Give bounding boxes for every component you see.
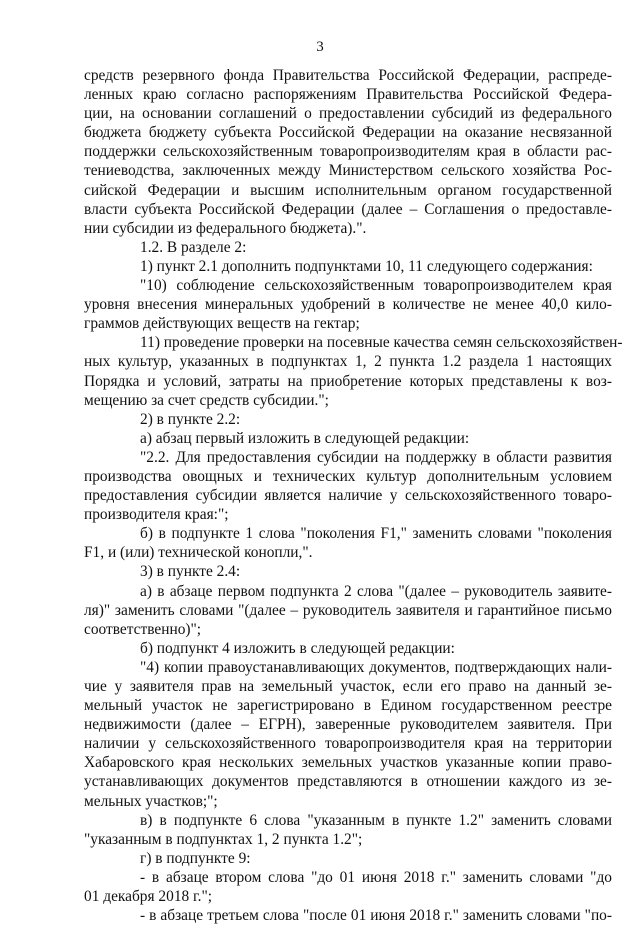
text-line: - в абзаце третьем слова "после 01 июня 2018 г." заменить словами "по- — [140, 907, 612, 925]
text-line: ции, на основании соглашений о предоставлении субсидий из федерального — [84, 105, 612, 123]
text-line: ленных краю согласно распоряжениям Правительства Российской Федера- — [84, 86, 612, 104]
text-line: предоставления субсидии является наличие у сельскохозяйственного товаро- — [84, 487, 612, 505]
text-line: в) в подпункте 6 слова "указанным в пункте 1.2" заменить словами — [140, 811, 612, 829]
text-line: "10) соблюдение сельскохозяйственным товаропроизводителем края — [140, 277, 612, 295]
text-line: мельный участок не зарегистрировано в Едином государственном реестре — [84, 697, 612, 715]
text-line: наличии у сельскохозяйственного товаропроизводителя края на территории — [84, 735, 612, 753]
text-line: уровня внесения минеральных удобрений в количестве не менее 40,0 кило- — [84, 296, 612, 314]
text-line: производителя края:"; — [84, 506, 229, 524]
text-line: F1, и (или) технической конопли,". — [84, 544, 313, 562]
text-line: а) в абзаце первом подпункта 2 слова "(далее – руководитель заявите- — [140, 582, 612, 600]
text-line: - в абзаце втором слова "до 01 июня 2018 г." заменить словами "до — [140, 868, 612, 886]
text-line: недвижимости (далее – ЕГРН), заверенные руководителем заявителя. При — [84, 716, 612, 734]
text-line: 1.2. В разделе 2: — [140, 238, 247, 256]
text-line: ля)" заменить словами "(далее – руководитель заявителя и гарантийное письмо — [84, 601, 612, 619]
text-line: нии субсидии из федерального бюджета).". — [84, 219, 367, 237]
text-line: бюджета бюджету субъекта Российской Федерации на оказание несвязанной — [84, 124, 612, 142]
text-line: тениеводства, заключенных между Министерством сельского хозяйства Рос- — [84, 162, 612, 180]
text-line: мельных участков;"; — [84, 792, 218, 810]
text-line: соответственно)"; — [84, 620, 202, 638]
text-line: сийской Федерации и высшим исполнительным органом государственной — [84, 181, 612, 199]
text-line: б) подпункт 4 изложить в следующей редакции: — [140, 639, 455, 657]
text-line: г) в подпункте 9: — [140, 849, 251, 867]
text-line: граммов действующих веществ на гектар; — [84, 315, 360, 333]
text-line: устанавливающих документов представляются в отношении каждого из зе- — [84, 773, 612, 791]
text-line: "2.2. Для предоставления субсидии на поддержку в области развития — [140, 448, 612, 466]
text-line: а) абзац первый изложить в следующей редакции: — [140, 429, 470, 447]
text-line: ных культур, указанных в подпунктах 1, 2 пункта 1.2 раздела 1 настоящих — [84, 353, 612, 371]
text-line: власти субъекта Российской Федерации (далее – Соглашения о предоставле- — [84, 200, 612, 218]
text-line: "указанным в подпунктах 1, 2 пункта 1.2"; — [84, 830, 363, 848]
text-line: 11) проведение проверки на посевные качества семян сельскохозяйствен- — [140, 334, 623, 352]
text-line: чие у заявителя прав на земельный участок, если его право на данный зе- — [84, 678, 612, 695]
text-line: средств резервного фонда Правительства Российской Федерации, распреде- — [84, 67, 612, 84]
text-line: "4) копии правоустанавливающих документов, подтверждающих нали- — [140, 658, 612, 676]
text-line: б) в подпункте 1 слова "поколения F1," заменить словами "поколения — [140, 525, 612, 543]
page-number: 3 — [316, 39, 324, 55]
text-line: поддержки сельскохозяйственным товаропроизводителям края в области рас- — [84, 143, 612, 161]
text-line: Хабаровского края нескольких земельных участков указанные копии право- — [84, 754, 612, 772]
text-line: производства овощных и технических культур дополнительным условием — [84, 467, 612, 485]
text-line: мещению за счет средств субсидии."; — [84, 391, 329, 409]
text-line: 3) в пункте 2.4: — [140, 563, 241, 581]
text-line: Порядка и условий, затраты на приобретение которых представлены к воз- — [84, 372, 612, 390]
document-body — [84, 66, 623, 925]
text-line: 2) в пункте 2.2: — [140, 410, 241, 428]
text-line: 01 декабря 2018 г."; — [84, 888, 213, 906]
text-line: 1) пункт 2.1 дополнить подпунктами 10, 11 следующего содержания: — [140, 257, 593, 275]
